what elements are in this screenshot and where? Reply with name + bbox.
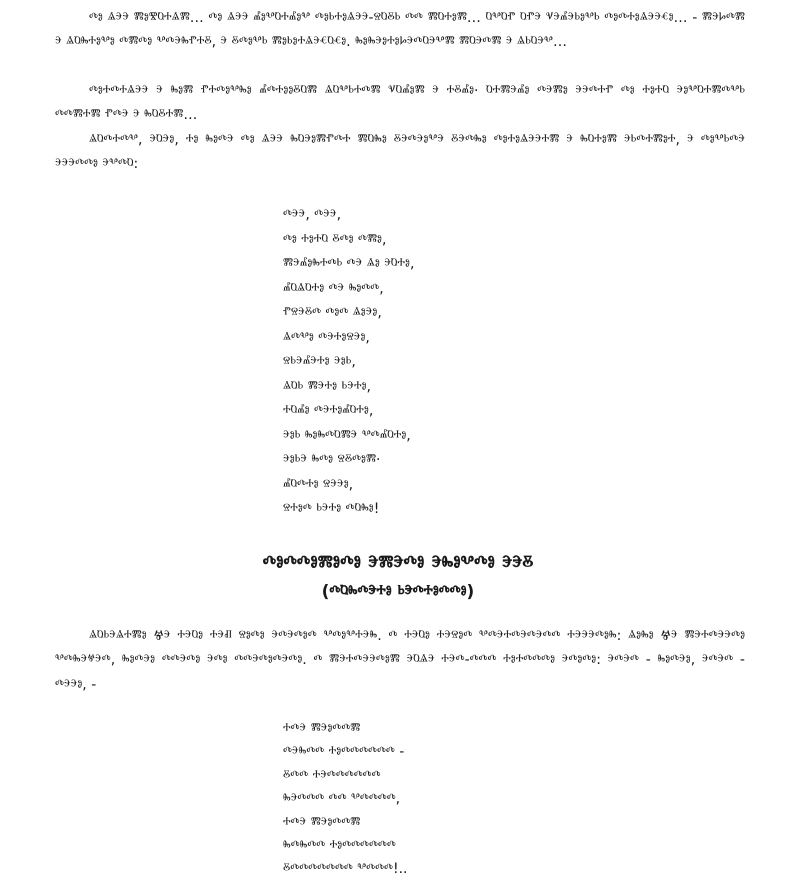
verse-line: ⱑⱒⱃ ⰿⰵⰰⱁ ⱃⰵⰰⱁ, [283, 378, 371, 395]
verse-line: ⰼⱒⱑⱒⰰⱁ ⰴⰵ ⰸⱁⰴⰴ, [283, 280, 384, 297]
verse-line: ⰴⱁ ⰰⱁⰰⱒ ⰻⰴⱁ ⰴⰿⱁ, [283, 231, 387, 248]
verse-line: ⰰⰴⰵ ⰿⰵⱁⰴⰴⰿ [283, 814, 361, 831]
section-heading: ⰴⱁⰴⰴⱁⰿⱁⰴⱁ ⰵⰿⰵⰴⱁ ⰵⰸⱁⰲⰴⱁ ⰵⰵⰻ [262, 551, 534, 575]
verse-line: ⰴⰵⰸⰴⰴ ⰰⱁⰴⰴⰴⰴⰴⰴ - [283, 744, 405, 761]
verse-one [283, 203, 414, 522]
verse-line: ⰵⱁⱃ ⰸⱁⰸⰴⱒⰿⰵ ⰲⰴⰼⱒⰰⱁ, [283, 427, 411, 444]
verse-line: ⱂⱄⰵⰻⰴ ⰴⱁⰴ ⱑⱁⰵⱁ, [283, 305, 382, 321]
verse-line: ⰿⰵⰼⱁⰸⰰⰴⱃ ⰴⰵ ⱑⱁ ⰵⱒⰰⱁ, [283, 256, 415, 272]
verse-two [283, 718, 408, 882]
paragraph-bottom: ⱑⱒⱃⰵⱑⰰⰿⱁ Ⱍⰵ ⰰⰵⱒⱁ ⰰⰵⱊ ⱄⱁⰴⱁ ⰵⰴⰵⰴⱁⰴ ⰲⰴⱁⰲⰰⰵⰸ. ⰴ ⰰⰵⱒⱁ ⰰⰵⱄⱁⰴ ⰲⰴⰵⰰⰴⰵⰴⰵⰴⰴ ⰰⰵⰵⰵⰴⱁⰸ: ⱑⱁⰸⱁ Ⱍⰵ ⰿⰵⰰⰴⰵⰵⰴⱁ ⰲⰴⰸⰵⱍⰵⰴ, ⰸⱁⰴⰵⱁ ⰴⰴⰵⰴⱁ ⰵⰴⱁ ⰴⰴⰵⰴⱁⰴⰵⰴⱁ. ⰴ ⰿⰵⰰⰴⰵⰵⰴⱁⰿ ⰵⱒⱑⰵ ⰰⰵⰴ-ⰴⰴⰴ ⰰⱁⰰⰴⰴⰴⱁ ⰵⰴⱁⰴⱁ: ⰵⰴⰵⰴ - ⰸⱁⰴⰵⱁ, ⰵⰴⰵⰴ - ⰴⰵⰵⱁ, - [55, 628, 745, 693]
verse-line: ⰵⱁⱃⰵ ⰸⰴⱁ ⱄⰻⰴⱁⰿ· [283, 452, 381, 468]
verse-line: ⱄⱃⰵⰼⰵⰰⱁ ⰵⱁⱃ, [283, 354, 356, 370]
paragraph-third: ⱑⱒⰴⰰⰴⰲ, ⰵⱒⰵⱁ, ⰰⱁ ⰸⱁⰴⰵ ⰴⱁ ⱑⰵⰵ ⰸⱒⰵⱁⰿⱂⰴⰰ ⰿⱒⰸⱁ ⰻⰵⰴⰵⱁⰲⰵ ⰻⰵⰴⰸⱁ ⰴⱁⰰⱁⱑⰵⰵⰰⰿ ⰵ ⰸⱒⰰⱁⰿ ⰵⱃⰴⰰⰿⱁⰰ, ⰵ ⰴⱁⰲⱃⰴⰵ ⰵⰵⰵⰴⰴⱁ ⰵⰲⰴⱒ: [55, 132, 745, 173]
verse-line: ⰴⰵⰵ, ⰴⰵⰵ, [283, 207, 342, 223]
verse-line: ⰻⰴⰴ ⰰⰵⰴⰴⰴⰴⰴⰴ [283, 767, 381, 784]
section-subheading: (ⰴⱒⰸⰴⰵⰰⱁ ⱃⰵⰴⰰⱁⰴⰴⱁ) [321, 582, 475, 602]
verse-line: ⱄⰰⱁⰴ ⱃⰵⰰⱁ ⰴⱒⰸⱁ! [283, 501, 380, 517]
verse-line: ⰻⰴⰴⰴⰴⰴⰴⰴ ⰲⰴⰴⰴ!.. [283, 861, 408, 878]
verse-line: ⰰⰴⰵ ⰿⰵⱁⰴⰴⰿ [283, 721, 361, 737]
verse-line: ⰰⱒⰼⱁ ⰴⰵⰰⱁⰼⱒⰰⱁ, [283, 403, 374, 419]
verse-line: ⰸⰵⰴⰴⰴ ⰴⰴ ⰲⰴⰴⰴⰴ, [283, 791, 401, 808]
verse-line: ⰼⱒⰴⰰⱁ ⱄⰵⰵⱁ, [283, 476, 354, 493]
verse-line: ⱑⰴⰲⱁ ⰴⰵⰰⱁⱄⰵⱁ, [283, 329, 370, 346]
paragraph-intro: ⰴⱁ ⱑⰵⰵ ⰿⱁⰺⱒⰰⱑⰿ… ⰴⱁ ⱑⰵⰵ ⰼⱁⰲⱒⰰⰼⱁⰲ ⰴⱁⱃⰰⱁⱑⰵⰵ-ⱄⱒⰻⱃ ⰴⰴ ⰿⱒⰰⱁⰿ… ⱒⰲⱒⱂ ⱒⱂⰵ ⱌⰵⰼⰵⱃⱁⰲⱃ ⰴⱁⰴⰰⱁⱑⰵⰵⱔⱁ… - ⰿⰵⱈⰴⰿ ⰵ ⱑⱒⰸⰰⱁⰲⱁ ⰴⰿⰴⱁ ⰲⰴⰵⰸⱂⰰⰻ, ⰵ ⰻⰴⱁⰲⱃ ⰿⱁⱃⱁⰰⱑⰵⱔⱒⱔⱁ. ⰸⱁⰸⰵⱁⰰⱁⱈⰵⰴⱒⰵⰲⰿ ⰿⱒⰵⰴⰿ ⰵ ⱑⱃⱒⰵⰲ… [55, 10, 745, 51]
paragraph-second: ⰴⱁⰰⰴⰰⱑⰵⰵ ⰵ ⰸⱁⰿ ⱂⰰⰴⱁⰲⰸⱁ ⰼⰴⰰⱁⱁⰻⱒⰿ ⱑⱒⰲⱃⰰⰴⰿ ⱌⱒⰼⱁⰿ ⰵ ⰰⰻⰼⱁ· ⱒⰰⰿⰵⰼⱁ ⰴⰵⰿⱁ ⰵⰵⰴⰰⱂ ⰴⱁ ⰰⱁⰰⱒ ⰵⱁⰲⱒⰰⰿⰴⰲⱃ ⰴⰴⰿⰰⰿ ⱂⰴⰵ ⰵ ⰸⱒⰻⰰⰿ… [55, 83, 745, 124]
verse-line: ⰸⰴⰸⰴⰴ ⰰⱁⰴⰴⰴⰴⰴⰴ [283, 838, 396, 855]
